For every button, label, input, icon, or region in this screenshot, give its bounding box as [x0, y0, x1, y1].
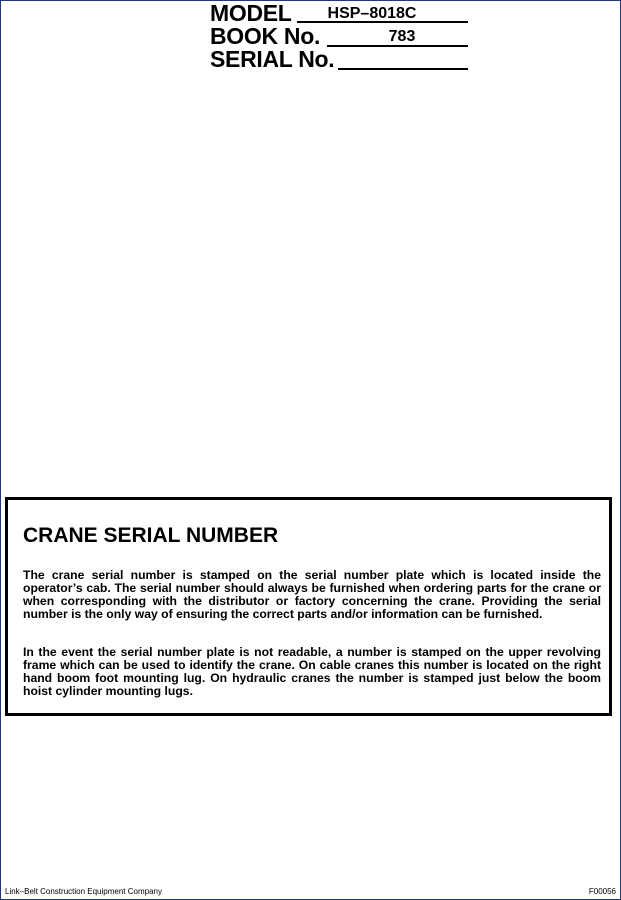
- serial-number-label: SERIAL No.: [210, 46, 335, 72]
- footer-company-name: Link–Belt Construction Equipment Company: [5, 887, 162, 896]
- model-row: [210, 2, 490, 25]
- document-header: [210, 2, 490, 71]
- footer-document-code: F00056: [588, 887, 616, 896]
- book-number-label: BOOK No.: [210, 23, 321, 49]
- model-label: MODEL: [210, 0, 292, 26]
- notice-paragraph: In the event the serial number plate is not readable, a number is stamped on the upper revolving frame which can be used to identify the crane. On cable cranes this number is located on the right hand boom foot mounting lug. On hydraulic cranes the number is stamped just below the boom hoist cylinder mounting lugs.: [23, 645, 601, 698]
- book-number-row: [210, 25, 490, 48]
- crane-serial-number-notice: [5, 497, 612, 716]
- book-number-value: 783: [388, 28, 416, 45]
- serial-number-row: [210, 48, 490, 71]
- model-value: HSP–8018C: [327, 5, 417, 22]
- serial-number-underline: [338, 68, 468, 70]
- notice-paragraph: The crane serial number is stamped on the serial number plate which is located inside the operator’s cab. The serial number should always be furnished when ordering parts for the crane or when corresponding with the distributor or factory concerning the crane. Providing the serial number is the only way of ensuring the correct parts and/or information can be furnished.: [23, 568, 601, 621]
- notice-title: CRANE SERIAL NUMBER: [23, 524, 279, 547]
